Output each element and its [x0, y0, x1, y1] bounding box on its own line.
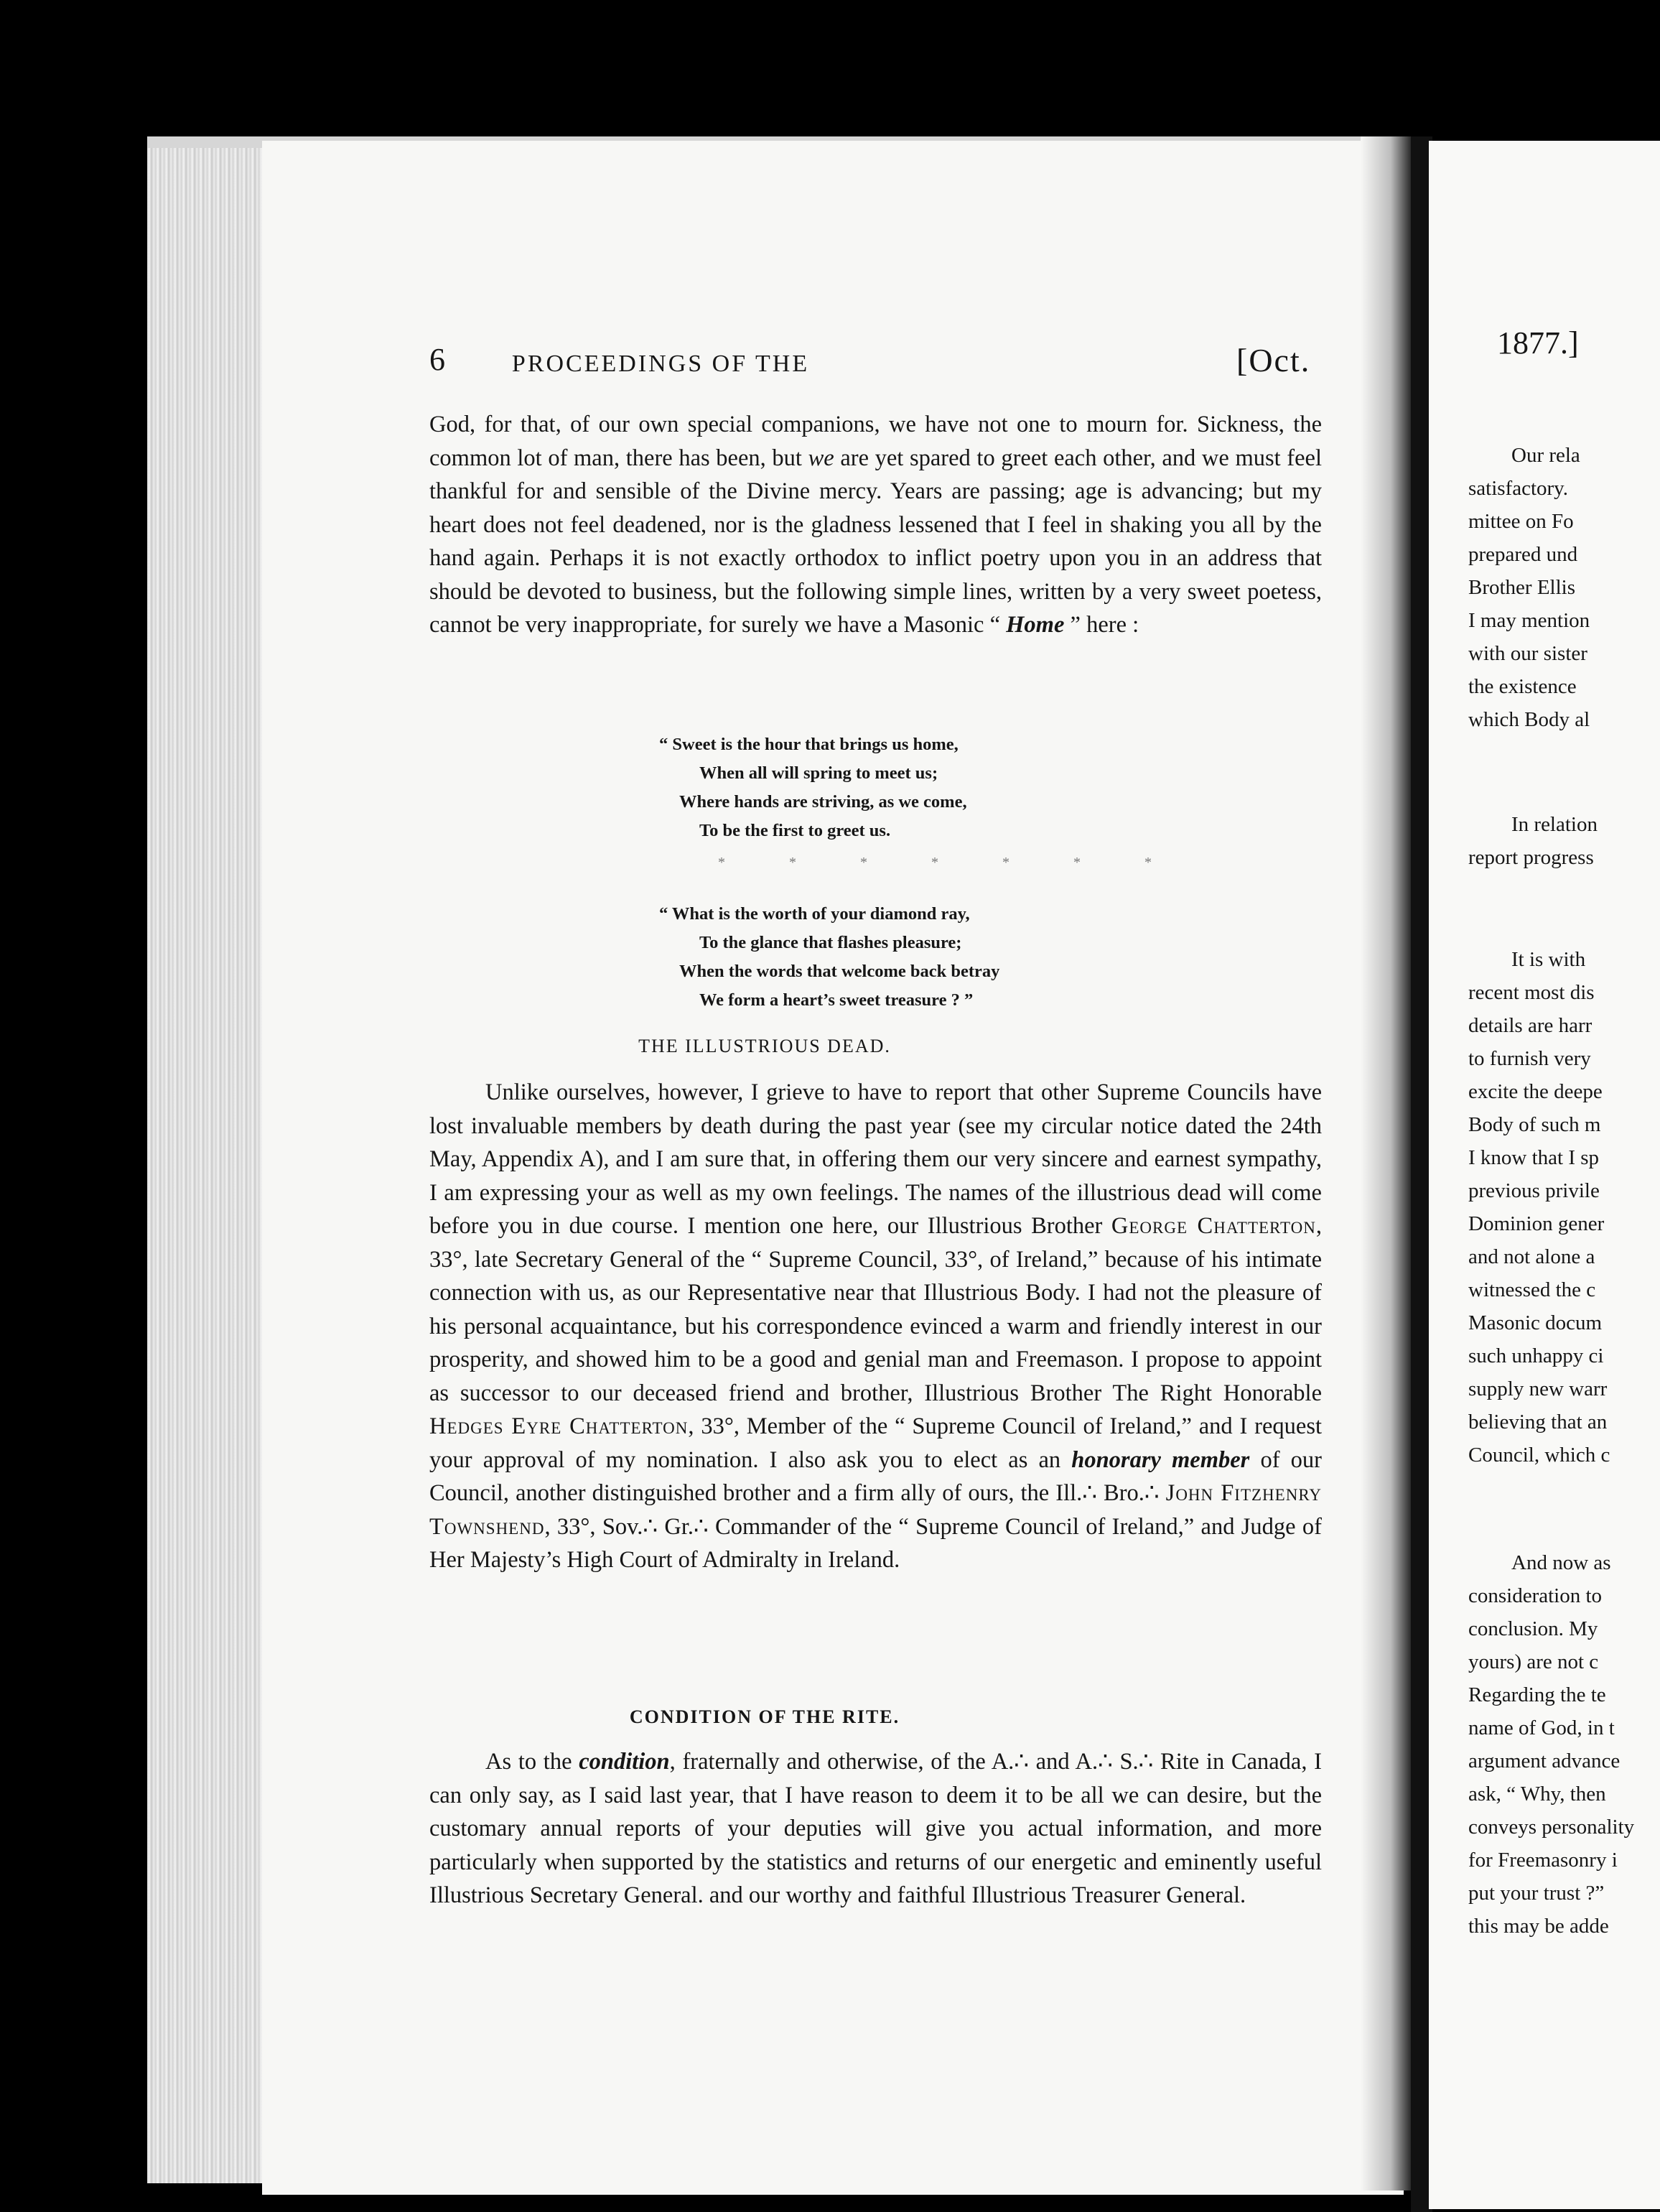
illustrious-dead-paragraph	[429, 1076, 1322, 1577]
poem-stanza-1	[659, 730, 967, 845]
book-gutter	[1361, 136, 1411, 2190]
body-text: As to the	[485, 1749, 579, 1775]
right-page-line: Dominion gener	[1468, 1212, 1605, 1235]
right-page-line: believing that an	[1468, 1411, 1608, 1433]
right-page-line: Regarding the te	[1468, 1683, 1606, 1706]
body-text: of our Council, another distinguished brother and a firm ally of ours, the Ill.∴ Bro.∴	[429, 1446, 1322, 1506]
right-page-line: I know that I sp	[1468, 1146, 1600, 1169]
person-name: George Chatterton	[1111, 1213, 1316, 1239]
poem-line: To be the first to greet us.	[699, 821, 891, 840]
right-page-line: report progress	[1468, 846, 1594, 869]
right-page-line: yours) are not c	[1468, 1650, 1599, 1673]
right-page-line: Brother Ellis	[1468, 576, 1576, 599]
poem-line: When the words that welcome back betray	[679, 962, 1000, 981]
right-page-line: to furnish very	[1468, 1047, 1591, 1070]
right-page-line: this may be adde	[1468, 1915, 1609, 1938]
right-page-year: 1877.]	[1497, 325, 1579, 361]
right-page-line: It is with	[1511, 948, 1586, 971]
section-heading-illustrious-dead: THE ILLUSTRIOUS DEAD.	[638, 1036, 891, 1056]
emphasis-honorary-member: honorary member	[1071, 1446, 1250, 1473]
right-page-line: Masonic docum	[1468, 1311, 1603, 1334]
right-page-line: I may mention	[1468, 609, 1590, 632]
running-month: [Oct.	[1236, 342, 1311, 378]
right-page-line: mittee on Fo	[1468, 510, 1574, 533]
right-page-line: Body of such m	[1468, 1113, 1601, 1136]
intro-paragraph	[429, 408, 1322, 642]
body-text: , 33°, Sov.∴ Gr.∴ Commander of the “ Supreme Council of Ireland,” and Judge of Her Majesty’s High Court of Admiralty in Ireland.	[429, 1513, 1322, 1573]
right-page-line: argument advance	[1468, 1749, 1621, 1772]
body-text: Unlike ourselves, however, I grieve to have to report that other Supreme Councils have lost invaluable members by death during the past year (see my circular notice dated the 24th May, Appendix A), and I am sure that, in offering them our very sincere and earnest sympathy, I am expressing your as well as my own feelings. The names of the illustrious dead will come before you in due course. I mention one here, our Illustrious Brother	[429, 1079, 1322, 1239]
poem-stanza-2	[659, 900, 999, 1015]
right-page-line: satisfactory.	[1468, 477, 1569, 500]
poem-line: “ What is the worth of your diamond ray,	[659, 904, 970, 924]
right-page-line: ask, “ Why, then	[1468, 1783, 1606, 1806]
right-page-line: conveys personality	[1468, 1816, 1635, 1839]
right-page-line: name of God, in t	[1468, 1716, 1615, 1739]
poem-separator-stars: * * * * * * *	[718, 855, 1182, 870]
emphasis-condition: condition	[579, 1749, 670, 1775]
right-page-line: and not alone a	[1468, 1245, 1595, 1268]
poem-line: “ Sweet is the hour that brings us home,	[659, 735, 959, 754]
body-text: , 33°, Member of the “ Supreme Council of Ireland,” and I request your approval of my nomination. I also ask you to elect as an	[429, 1413, 1322, 1473]
right-page-line: which Body al	[1468, 708, 1590, 731]
intro-emphasis-home: Home	[1006, 612, 1065, 638]
body-text: , fraternally and otherwise, of the A.∴ and A.∴ S.∴ Rite in Canada, I can only say, as I said last year, that I have reason to deem it to be all we can desire, but the customary annual reports of your deputies will give you actual information, and more particularly when supported by the statistics and returns of our energetic and eminently useful Illustrious Secretary General. and our worthy and faithful Illustrious Treasurer General.	[429, 1749, 1322, 1908]
intro-text: are yet spared to greet each other, and we must feel thankful for and sensible of the Divine mercy. Years are passing; age is advancing; but my heart does not feel deadened, nor is the gladness lessened that I feel in shaking you all by the hand again. Perhaps it is not exactly orthodox to inflict poetry upon you in an address that should be devoted to business, but the following simple lines, written by a very sweet poetess, cannot be very inappropriate, for surely we have a Masonic “	[429, 445, 1322, 638]
condition-paragraph	[429, 1745, 1322, 1913]
right-page-line: In relation	[1511, 813, 1598, 836]
right-page-line: previous privile	[1468, 1179, 1600, 1202]
intro-text: ” here :	[1064, 612, 1139, 638]
running-title: PROCEEDINGS OF THE	[511, 350, 810, 377]
right-page-line: details are harr	[1468, 1014, 1593, 1037]
body-text: , 33°, late Secretary General of the “ Supreme Council, 33°, of Ireland,” because of his intimate connection with us, as our Representative near that Illustrious Body. I had not the pleasure of his personal acquaintance, but his correspondence evinced a warm and friendly interest in our prosperity, and showed him to be a good and genial man and Freemason. I propose to appoint as successor to our deceased friend and brother, Illustrious Brother The Right Honorable	[429, 1213, 1322, 1406]
intro-emphasis-we: we	[808, 445, 834, 471]
right-page-line: recent most dis	[1468, 981, 1595, 1004]
right-page-line: witnessed the c	[1468, 1278, 1596, 1301]
poem-line: We form a heart’s sweet treasure ? ”	[699, 990, 974, 1010]
right-page-line: prepared und	[1468, 543, 1578, 566]
poem-line: To the glance that flashes pleasure;	[699, 933, 962, 952]
person-name: Hedges Eyre Chatterton	[429, 1413, 689, 1439]
right-page-line: conclusion. My	[1468, 1617, 1598, 1640]
section-heading-condition-of-rite: CONDITION OF THE RITE.	[629, 1706, 900, 1727]
right-page-line: for Freemasonry i	[1468, 1849, 1618, 1872]
right-page-line: Council, which c	[1468, 1444, 1610, 1467]
right-page-line: And now as	[1511, 1551, 1611, 1574]
poem-line: Where hands are striving, as we come,	[679, 792, 967, 812]
right-page-line: with our sister	[1468, 642, 1587, 665]
right-page-line: Our rela	[1511, 444, 1580, 467]
person-name: John Fitzhenry Townshend	[429, 1480, 1322, 1540]
right-page-line: such unhappy ci	[1468, 1344, 1604, 1367]
right-page-line: supply new warr	[1468, 1377, 1608, 1400]
right-page-line: put your trust ?”	[1468, 1882, 1605, 1905]
intro-text: God, for that, of our own special companions, we have not one to mourn for. Sickness, the common lot of man, there has been, but	[429, 412, 1322, 471]
right-page-line: the existence	[1468, 675, 1577, 698]
right-page-line: consideration to	[1468, 1584, 1603, 1607]
right-page-line: excite the deepe	[1468, 1080, 1603, 1103]
page-number: 6	[429, 342, 445, 377]
poem-line: When all will spring to meet us;	[699, 763, 938, 783]
